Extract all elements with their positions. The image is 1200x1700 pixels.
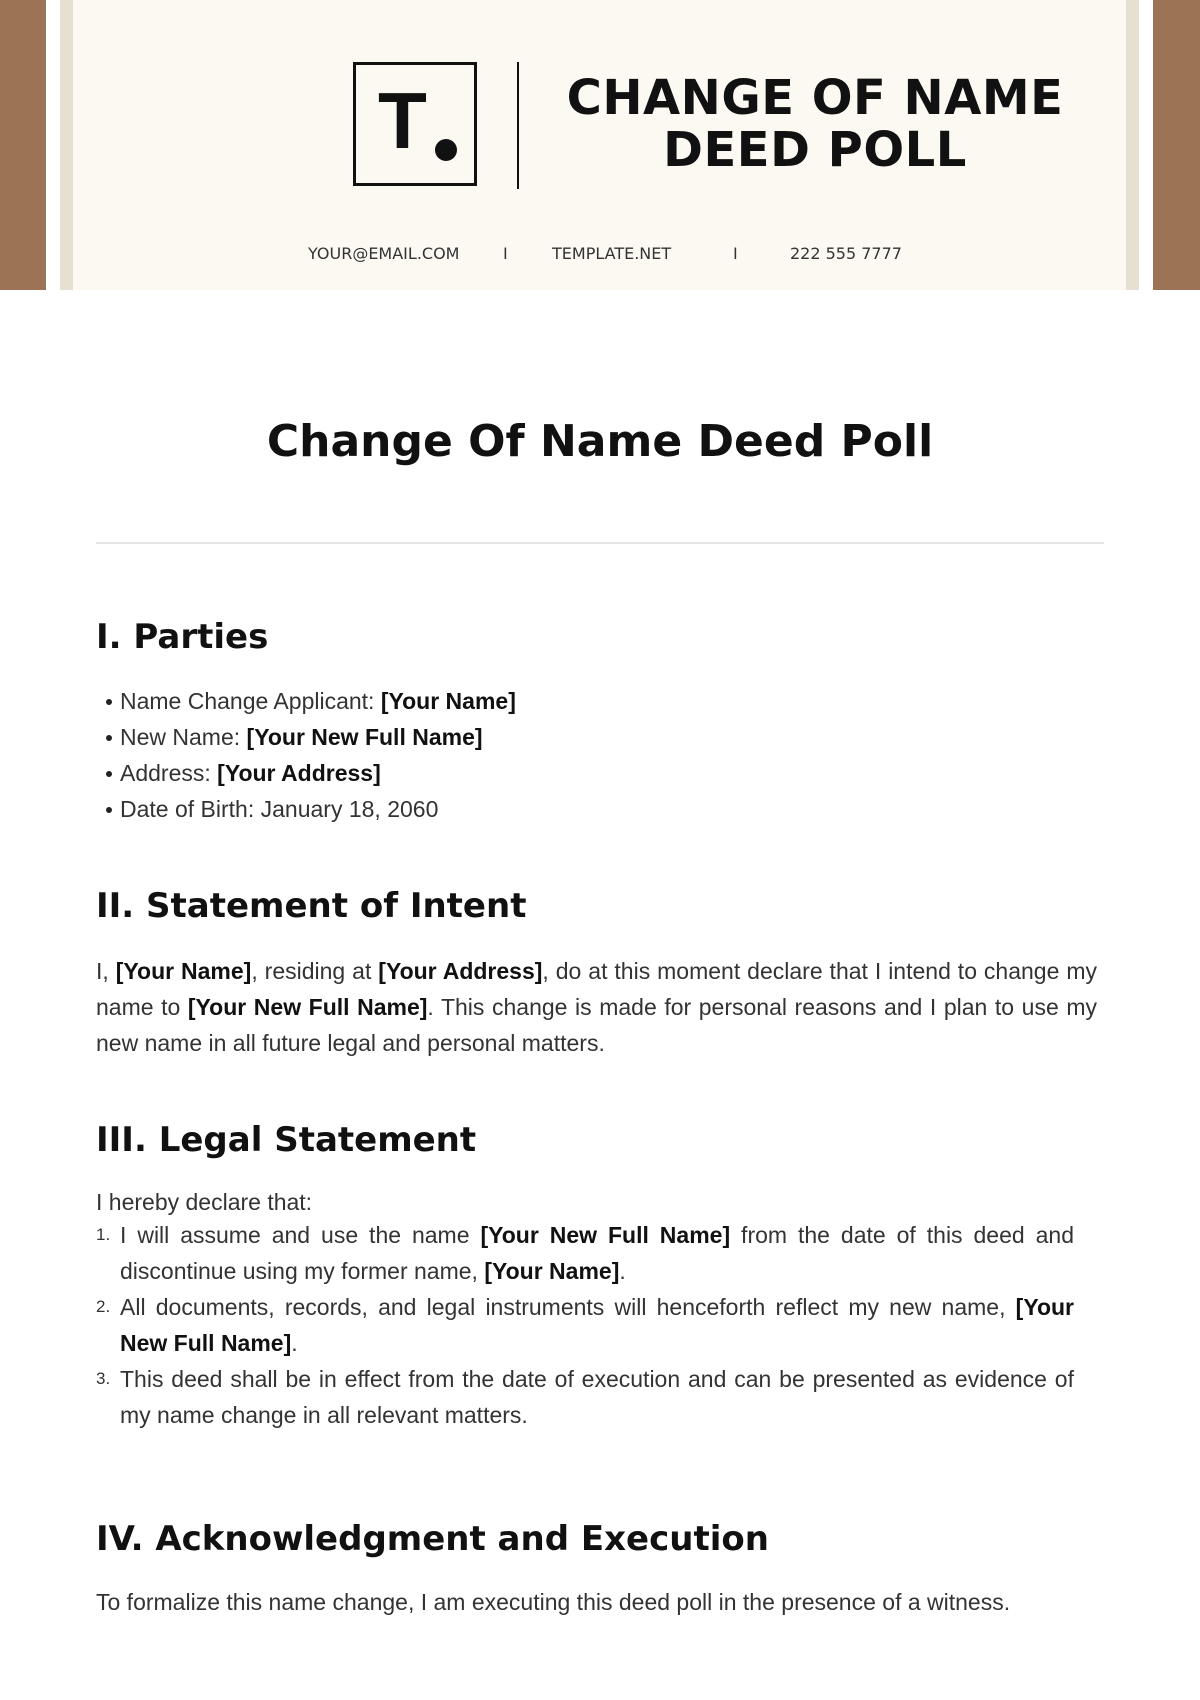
item-label: Address: [120,760,218,786]
item-label: Date of Birth: January 18, 2060 [120,796,439,822]
document-title: Change Of Name Deed Poll [266,416,934,467]
intent-paragraph [96,953,1097,1061]
intent-text-2: , residing at [251,958,379,984]
list-item [104,791,516,827]
item-value: [Your Address] [217,760,381,786]
item-value: [Your New Full Name] [246,724,483,750]
banner-title-line-1: CHANGE OF NAME [566,70,1064,126]
list-item [96,1361,1074,1433]
list-item [104,719,516,755]
intent-text-3: , do at this moment declare that I intend to change my name to [96,958,1097,1020]
contact-phone: 222 555 7777 [790,244,902,263]
contact-separator-1: I [503,244,508,263]
section-heading-legal: III. Legal Statement [96,1120,477,1160]
item-text: . [291,1330,298,1356]
list-item [104,755,516,791]
intent-address: [Your Address] [378,958,543,984]
item-bold: [Your Name] [484,1258,620,1284]
contact-email: YOUR@EMAIL.COM [308,244,460,263]
item-number: 3. [96,1369,111,1388]
item-text: All documents, records, and legal instruments will henceforth reflect my new name, [120,1294,1016,1320]
banner-title [535,72,1095,176]
parties-list [104,683,516,827]
section-heading-acknowledgment: IV. Acknowledgment and Execution [96,1519,769,1559]
header-band [0,0,1200,290]
list-item [96,1289,1074,1361]
acknowledgment-paragraph: To formalize this name change, I am executing this deed poll in the presence of a witness. [96,1589,1011,1615]
item-value: [Your Name] [380,688,516,714]
item-bold: [Your New Full Name] [480,1222,731,1248]
banner-title-line-2: DEED POLL [663,122,967,178]
legal-declarations-list [96,1217,1074,1433]
logo [353,62,477,186]
item-number: 1. [96,1225,111,1244]
item-bold: [Your New Full Name] [120,1294,1074,1356]
intent-text-4: . This change is made for personal reasons and I plan to use my new name in all future legal and personal matters. [96,994,1097,1056]
intent-name: [Your Name] [115,958,252,984]
section-heading-parties: I. Parties [96,617,269,657]
intent-new-name: [Your New Full Name] [187,994,428,1020]
contact-separator-2: I [733,244,738,263]
title-divider [96,542,1104,544]
contact-row [0,244,1200,266]
list-item [96,1217,1074,1289]
item-label: New Name: [120,724,247,750]
item-number: 2. [96,1297,111,1316]
section-heading-intent: II. Statement of Intent [96,886,527,926]
logo-dot [435,139,457,161]
logo-letter: T [378,76,427,165]
logo-divider [517,62,519,189]
item-text: . [619,1258,626,1284]
legal-intro: I hereby declare that: [96,1189,313,1215]
item-label: Name Change Applicant: [120,688,381,714]
item-text: from the date of this deed and discontinue using my former name, [120,1222,1074,1284]
contact-website: TEMPLATE.NET [552,244,672,263]
item-text: I will assume and use the name [120,1222,481,1248]
item-text: This deed shall be in effect from the date of execution and can be presented as evidence of my name change in all relevant matters. [120,1366,1074,1428]
list-item [104,683,516,719]
intent-text-1: I, [96,958,116,984]
